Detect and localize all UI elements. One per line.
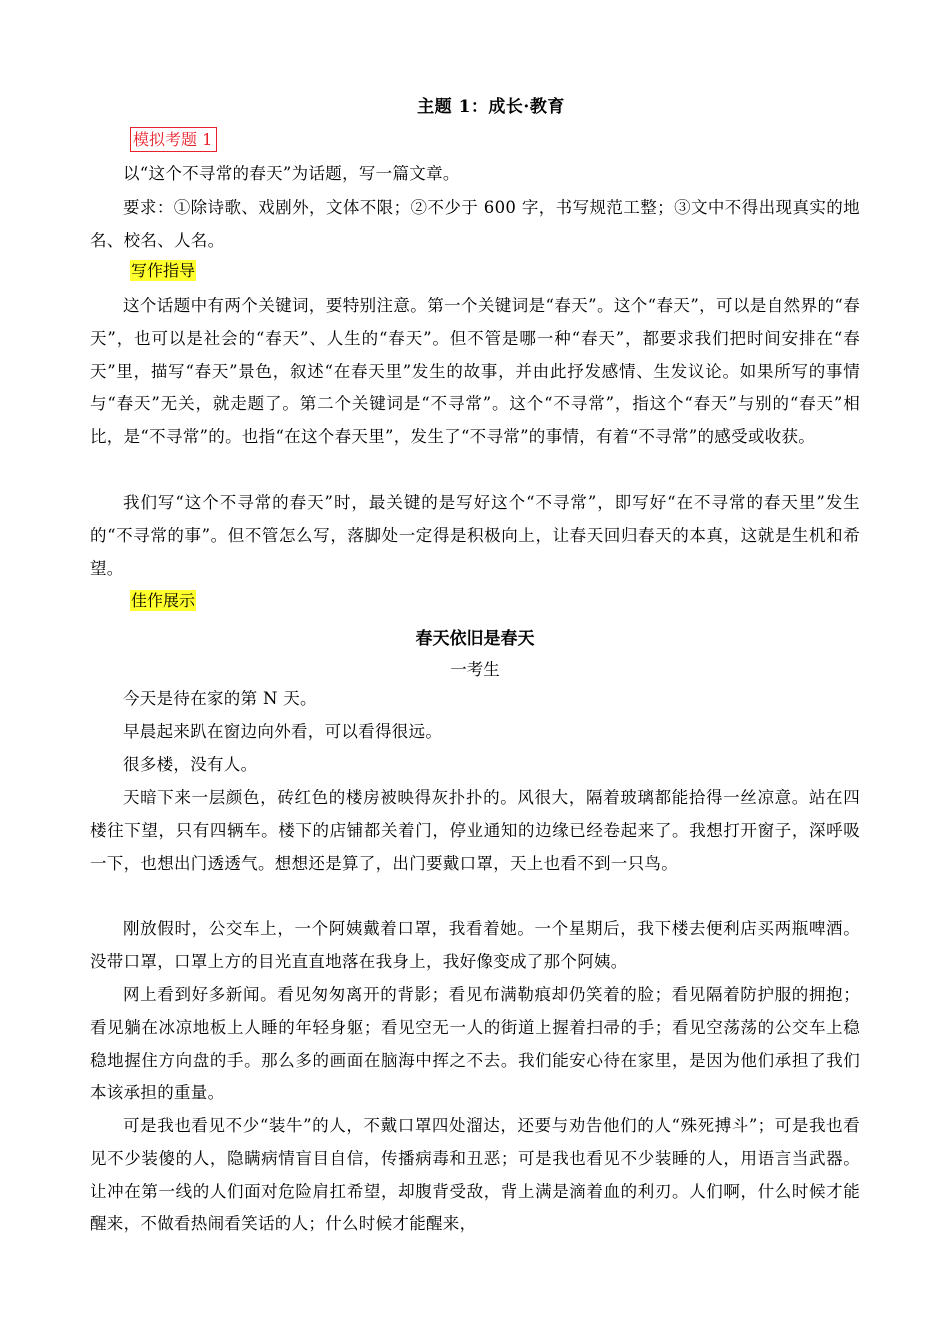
page-title — [0, 92, 950, 117]
guide-paragraph-1: 这个话题中有两个关键词，要特别注意。第一个关键词是“春天”。这个“春天”，可以是自然界的“春天”，也可以是社会的“春天”、人生的“春天”。但不管是哪一种“春天”，都要求我们把时间安排在“春天”里，描写“春天”景色，叙述“在春天里”发生的故事，并由此抒发感情、生发议论。如果所写的事情与“春天”无关，就走题了。第二个关键词是“不寻常”。这个“不寻常”，指这个“春天”与别的“春天”相比，是“不寻常”的。也指“在这个春天里”，发生了“不寻常”的事情，有着“不寻常”的感受或收获。 — [90, 296, 860, 447]
essay-paragraph: 很多楼，没有人。 — [123, 755, 258, 774]
essay-author: 一考生 — [450, 660, 500, 679]
page-title-text: 主题 1：成长·教育 — [417, 97, 565, 117]
prompt-requirements: 要求：①除诗歌、戏剧外，文体不限；②不少于 600 字，书写规范工整；③文中不得出现真实的地名、校名、人名。 — [90, 198, 860, 250]
essay-paragraph: 今天是待在家的第 N 天。 — [123, 689, 317, 708]
essay-paragraph: 网上看到好多新闻。看见匆匆离开的背影；看见布满勒痕却仍笑着的脸；看见隔着防护服的拥抱；看见躺在冰凉地板上人睡的年轻身躯；看见空无一人的街道上握着扫帚的手；看见空荡荡的公交车上稳稳地握住方向盘的手。那么多的画面在脑海中挥之不去。我们能安心待在家里，是因为他们承担了我们本该承担的重量。 — [90, 985, 860, 1103]
essay-title — [0, 624, 950, 649]
showcase-label: 佳作展示 — [131, 591, 196, 610]
essay-paragraph: 刚放假时，公交车上，一个阿姨戴着口罩，我看着她。一个星期后，我下楼去便利店买两瓶啤酒。没带口罩，口罩上方的目光直直地落在我身上，我好像变成了那个阿姨。 — [90, 919, 860, 971]
essay-paragraph: 早晨起来趴在窗边向外看，可以看得很远。 — [123, 722, 443, 741]
guide-paragraph-2: 我们写“这个不寻常的春天”时，最关键的是写好这个“不寻常”，即写好“在不寻常的春天里”发生的“不寻常的事”。但不管怎么写，落脚处一定得是积极向上，让春天回归春天的本真，这就是生机和希望。 — [90, 493, 860, 578]
essay-paragraph: 天暗下来一层颜色，砖红色的楼房被映得灰扑扑的。风很大，隔着玻璃都能拾得一丝凉意。站在四楼往下望，只有四辆车。楼下的店铺都关着门，停业通知的边缘已经卷起来了。我想打开窗子，深呼吸一下，也想出门透透气。想想还是算了，出门要戴口罩，天上也看不到一只鸟。 — [90, 788, 860, 873]
writing-guide-label: 写作指导 — [131, 261, 196, 280]
mock-exam-label: 模拟考题 1 — [130, 127, 217, 152]
essay-title-text: 春天依旧是春天 — [415, 629, 535, 649]
essay-paragraph: 可是我也看见不少“装牛”的人，不戴口罩四处溜达，还要与劝告他们的人“殊死搏斗”；可是我也看见不少装傻的人，隐瞒病情盲目自信，传播病毒和丑恶；可是我也看见不少装睡的人，用语言当武器。让冲在第一线的人们面对危险肩扛希望，却腹背受敌，背上满是滴着血的利刃。人们啊，什么时候才能醒来，不做看热闹看笑话的人；什么时候才能醒来， — [90, 1116, 860, 1234]
prompt-topic: 以“这个不寻常的春天”为话题，写一篇文章。 — [123, 164, 460, 183]
